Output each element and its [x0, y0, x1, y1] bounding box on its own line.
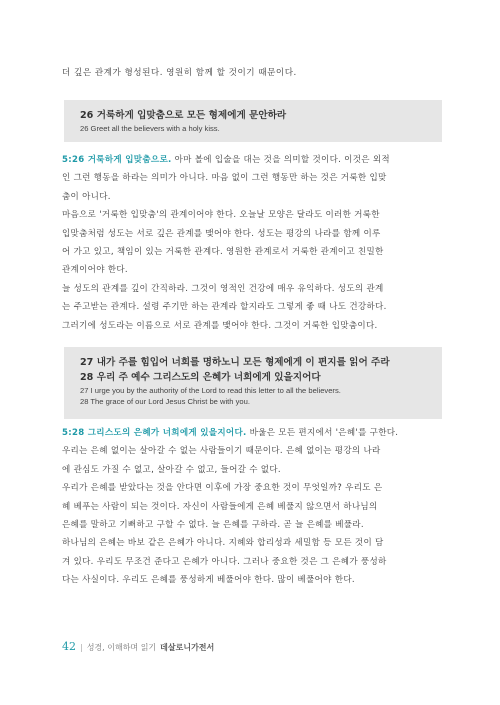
commentary-heading: 5:26 거룩하게 입맞춤으로.: [62, 155, 172, 165]
commentary-line: 늘 성도의 관계를 깊이 간직하라. 그것이 영적인 건강에 매우 유익하다. 성도의 관계: [62, 283, 384, 294]
commentary-line: 하나님의 은혜는 바보 같은 은혜가 아니다. 지혜와 합리성과 세밀함 등 모든 것이 담: [62, 538, 384, 549]
commentary-line: 우리가 은혜를 받았다는 것을 안다면 이후에 가장 중요한 것이 무엇일까? 우리도 은: [62, 483, 383, 494]
commentary-line: 은혜를 말하고 기뻐하고 구할 수 없다. 늘 은혜를 구하라. 곧 늘 은혜를 베풀라.: [62, 520, 364, 531]
commentary-5-28: [62, 424, 444, 590]
verse-26-english: 26 Greet all the believers with a holy kiss.: [80, 124, 220, 133]
commentary-line: 는 주고받는 관계다. 설령 주기만 하는 관계라 할지라도 그렇게 좋 때 나도 건강하다.: [62, 302, 387, 313]
footer-separator: |: [80, 643, 83, 652]
commentary-line: 그러기에 성도라는 이름으로 서로 관계를 맺어야 한다. 그것이 거룩한 입맞춤이다.: [62, 320, 378, 331]
commentary-line: 우리는 은혜 없이는 살아갈 수 없는 사람들이기 때문이다. 은혜 없이는 평강의 나라: [62, 446, 381, 457]
commentary-line: 관계이어야 한다.: [62, 265, 128, 276]
verse-27-english: 27 I urge you by the authority of the Lord to read this letter to all the believers.: [80, 386, 341, 395]
commentary-heading: 5:28 그리스도의 은혜가 너희에게 있을지어다.: [62, 428, 247, 438]
verse-28-english: 28 The grace of our Lord Jesus Christ be with you.: [80, 397, 250, 406]
commentary-line: 인 그런 행동을 하라는 의미가 아니다. 마음 없이 그런 행동만 하는 것은 거룩한 입맞: [62, 173, 387, 184]
commentary-line: 겨 있다. 우리도 무조건 준다고 은혜가 아니다. 그러나 중요한 것은 그 은혜가 풍성하: [62, 556, 387, 567]
series-title: 성경, 이해하며 읽기: [86, 643, 157, 652]
intro-line: 더 깊은 관계가 형성된다. 영원히 함께 할 것이기 때문이다.: [62, 68, 297, 78]
page-number: 42: [62, 640, 76, 653]
verse-27-korean: 27 내가 주를 힘입어 너희를 명하노니 모든 형제에게 이 편지를 읽어 주라: [80, 357, 390, 368]
commentary-line: 5:28 그리스도의 은혜가 너희에게 있을지어다. 바울은 모든 편지에서 '은혜'를 구한다.: [62, 428, 399, 438]
commentary-line: 5:26 거룩하게 입맞춤으로. 아마 볼에 입술을 대는 것을 의미할 것이다. 이것은 외적: [62, 155, 390, 165]
commentary-5-26: [62, 151, 444, 335]
verse-box-26: [64, 100, 442, 142]
book-title: 데살로니가전서: [160, 643, 215, 652]
commentary-line: 어 가고 있고, 책임이 있는 거룩한 관계다. 영원한 관계로서 거룩한 관계이고 친밀한: [62, 247, 384, 258]
verse-28-korean: 28 우리 주 예수 그리스도의 은혜가 너희에게 있을지어다: [80, 372, 321, 383]
commentary-line: 혜 베푸는 사람이 되는 것이다. 자신이 사람들에게 은혜 베풀지 않으면서 하나님의: [62, 501, 378, 512]
commentary-line: 마음으로 '거룩한 입맞춤'의 관계이어야 한다. 오늘날 모양은 달라도 이러한 거룩한: [62, 210, 380, 221]
commentary-line: 춤이 아니다.: [62, 191, 111, 202]
verse-26-korean: 26 거룩하게 입맞춤으로 모든 형제에게 문안하라: [80, 110, 287, 121]
verse-box-27-28: [64, 347, 442, 419]
page-footer: [62, 640, 214, 653]
commentary-line: 입맞춤처럼 성도는 서로 깊은 관계를 맺어야 한다. 성도는 평강의 나라를 함께 이루: [62, 228, 381, 239]
commentary-line: 에 관심도 가질 수 없고, 살아갈 수 없고, 들어갈 수 없다.: [62, 464, 281, 475]
commentary-line: 다는 사실이다. 우리도 은혜를 풍성하게 베풀어야 한다. 많이 베풀어야 한다.: [62, 575, 355, 586]
